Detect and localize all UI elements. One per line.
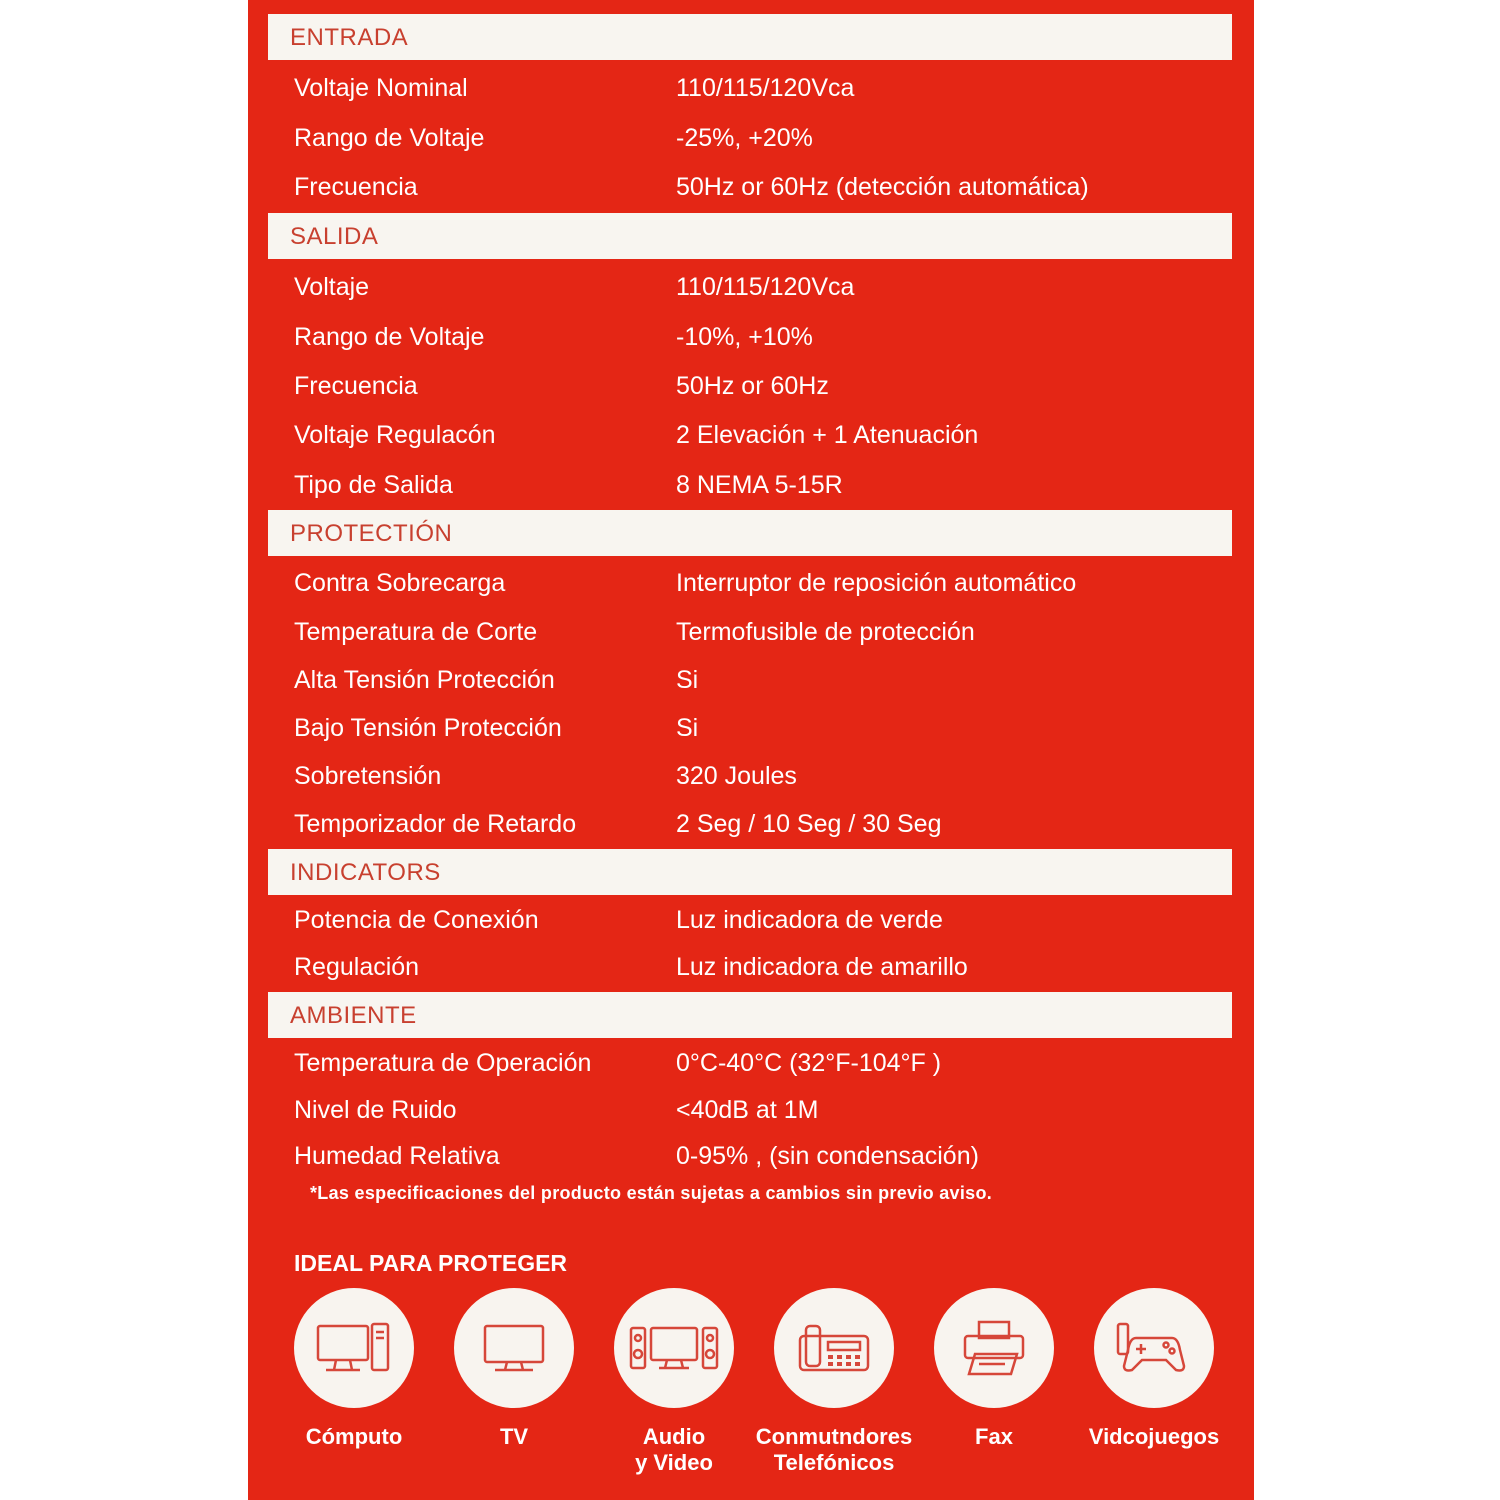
- section-header-indicators: INDICATORS: [268, 849, 1232, 895]
- spec-label: Tipo de Salida: [294, 471, 453, 499]
- spec-row: [248, 124, 1254, 164]
- computer-icon: [294, 1288, 414, 1408]
- spec-value: 110/115/120Vca: [676, 273, 855, 301]
- spec-row: [248, 471, 1254, 511]
- disclaimer-note: *Las especificaciones del producto están sujetas a cambios sin previo aviso.: [310, 1183, 993, 1203]
- device-label: Vidcojuegos: [1088, 1424, 1220, 1449]
- spec-value: 110/115/120Vca: [676, 74, 855, 102]
- spec-label: Temperatura de Operación: [294, 1049, 592, 1077]
- spec-label: Nivel de Ruido: [294, 1096, 457, 1124]
- spec-row: [248, 74, 1254, 114]
- ideal-title: IDEAL PARA PROTEGER: [294, 1250, 568, 1276]
- device-label: Fax: [975, 1424, 1013, 1449]
- spec-row: [248, 273, 1254, 313]
- gamepad-icon: [1094, 1288, 1214, 1408]
- audio-video-icon: [614, 1288, 734, 1408]
- spec-label: Voltaje: [294, 273, 370, 301]
- spec-label: Voltaje Regulacón: [294, 421, 496, 449]
- spec-value: 2 Seg / 10 Seg / 30 Seg: [676, 810, 942, 838]
- spec-label: Regulación: [294, 953, 420, 981]
- device-tv: [424, 1288, 604, 1450]
- spec-value: -25%, +20%: [676, 124, 813, 152]
- device-computer: [264, 1288, 444, 1450]
- section-header-ambiente: AMBIENTE: [268, 992, 1232, 1038]
- spec-label: Voltaje Nominal: [294, 74, 468, 102]
- spec-row: [248, 323, 1254, 363]
- tv-icon: [454, 1288, 574, 1408]
- spec-value: -10%, +10%: [676, 323, 813, 351]
- device-gamepad: [1064, 1288, 1244, 1450]
- telephone-icon: [774, 1288, 894, 1408]
- spec-row: [248, 421, 1254, 461]
- spec-value: 2 Elevación + 1 Atenuación: [676, 421, 979, 449]
- spec-row: [248, 569, 1254, 609]
- spec-label: Temporizador de Retardo: [294, 810, 577, 838]
- spec-label: Rango de Voltaje: [294, 323, 485, 351]
- section-header-salida: SALIDA: [268, 213, 1232, 259]
- spec-label: Alta Tensión Protección: [294, 666, 555, 694]
- spec-value: 8 NEMA 5-15R: [676, 471, 843, 499]
- device-fax: [904, 1288, 1084, 1450]
- spec-value: 50Hz or 60Hz: [676, 372, 829, 400]
- spec-row: [248, 372, 1254, 412]
- spec-row: [248, 1096, 1254, 1136]
- spec-value: Si: [676, 666, 699, 694]
- spec-value: Interruptor de reposición automático: [676, 569, 1077, 597]
- spec-row: [248, 762, 1254, 802]
- spec-row: [248, 906, 1254, 946]
- spec-value: Luz indicadora de amarillo: [676, 953, 968, 981]
- device-telephone: [744, 1288, 924, 1476]
- spec-value: <40dB at 1M: [676, 1096, 819, 1124]
- spec-row: [248, 1142, 1254, 1182]
- spec-value: 320 Joules: [676, 762, 797, 790]
- spec-value: 0-95% , (sin condensación): [676, 1142, 979, 1170]
- spec-value: 50Hz or 60Hz (detección automática): [676, 173, 1089, 201]
- spec-label: Frecuencia: [294, 372, 418, 400]
- spec-label: Bajo Tensión Protección: [294, 714, 562, 742]
- spec-label: Humedad Relativa: [294, 1142, 500, 1170]
- spec-label: Contra Sobrecarga: [294, 569, 506, 597]
- spec-value: Luz indicadora de verde: [676, 906, 943, 934]
- spec-label: Rango de Voltaje: [294, 124, 485, 152]
- device-label: Cómputo: [305, 1424, 403, 1449]
- spec-row: [248, 618, 1254, 658]
- spec-panel: [248, 0, 1254, 1500]
- device-audio-video: [584, 1288, 764, 1476]
- spec-row: [248, 1049, 1254, 1089]
- spec-value: 0°C-40°C (32°F-104°F ): [676, 1049, 942, 1077]
- device-label: TV: [499, 1424, 529, 1449]
- device-label: Conmutndores Telefónicos: [755, 1424, 913, 1475]
- spec-label: Temperatura de Corte: [294, 618, 538, 646]
- device-label: Audio y Video: [635, 1424, 713, 1475]
- spec-label: Sobretensión: [294, 762, 442, 790]
- spec-row: [248, 810, 1254, 850]
- spec-row: [248, 666, 1254, 706]
- spec-label: Frecuencia: [294, 173, 418, 201]
- spec-value: Si: [676, 714, 699, 742]
- fax-icon: [934, 1288, 1054, 1408]
- section-header-entrada: ENTRADA: [268, 14, 1232, 60]
- spec-row: [248, 953, 1254, 993]
- spec-row: [248, 173, 1254, 213]
- spec-value: Termofusible de protección: [676, 618, 975, 646]
- spec-label: Potencia de Conexión: [294, 906, 539, 934]
- section-header-proteccion: PROTECTIÓN: [268, 510, 1232, 556]
- spec-row: [248, 714, 1254, 754]
